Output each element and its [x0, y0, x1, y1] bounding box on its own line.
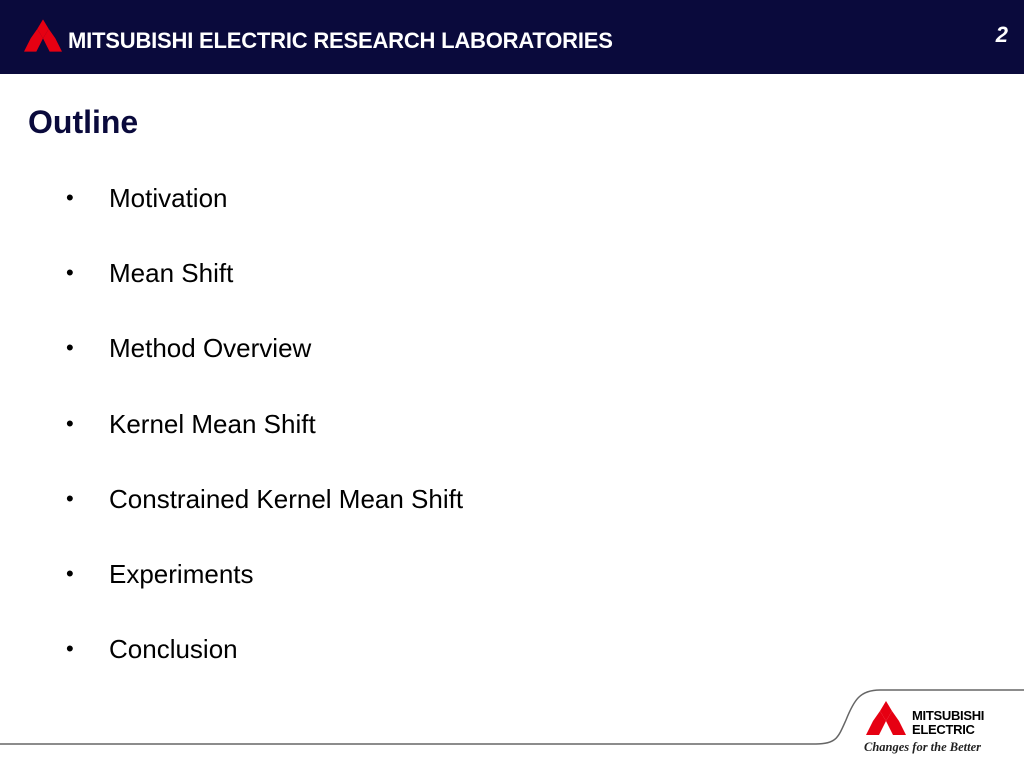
bullet-icon: •	[66, 185, 74, 210]
bullet-icon: •	[66, 260, 74, 286]
slide-number: 2	[995, 22, 1008, 47]
bullet-icon: •	[66, 560, 74, 586]
bullet-text: Constrained Kernel Mean Shift	[109, 483, 464, 514]
bullet-icon: •	[66, 485, 74, 511]
bullet-text: Experiments	[109, 558, 254, 589]
list-item	[66, 330, 463, 405]
mitsubishi-diamonds-icon	[866, 700, 906, 736]
bullet-list	[66, 180, 463, 706]
bullet-text: Motivation	[109, 183, 228, 213]
list-item	[66, 180, 463, 255]
bullet-icon: •	[66, 636, 74, 662]
footer-tagline: Changes for the Better	[864, 740, 982, 754]
header-bar	[0, 0, 1024, 74]
slide-title: Outline	[28, 104, 139, 140]
list-item	[66, 406, 463, 481]
list-item	[66, 255, 463, 330]
list-item	[66, 556, 463, 631]
org-name: MITSUBISHI ELECTRIC RESEARCH LABORATORIES	[68, 28, 613, 53]
bullet-text: Kernel Mean Shift	[109, 408, 316, 439]
bullet-text: Mean Shift	[109, 258, 234, 289]
bullet-icon: •	[66, 410, 74, 436]
bullet-text: Method Overview	[109, 333, 312, 364]
bullet-icon: •	[66, 335, 74, 361]
footer-brand	[912, 709, 984, 737]
mitsubishi-diamonds-icon	[24, 19, 62, 52]
bullet-text: Conclusion	[109, 634, 238, 665]
list-item	[66, 481, 463, 556]
brand-line-2: ELECTRIC	[912, 722, 975, 737]
brand-line-1: MITSUBISHI	[912, 708, 985, 723]
